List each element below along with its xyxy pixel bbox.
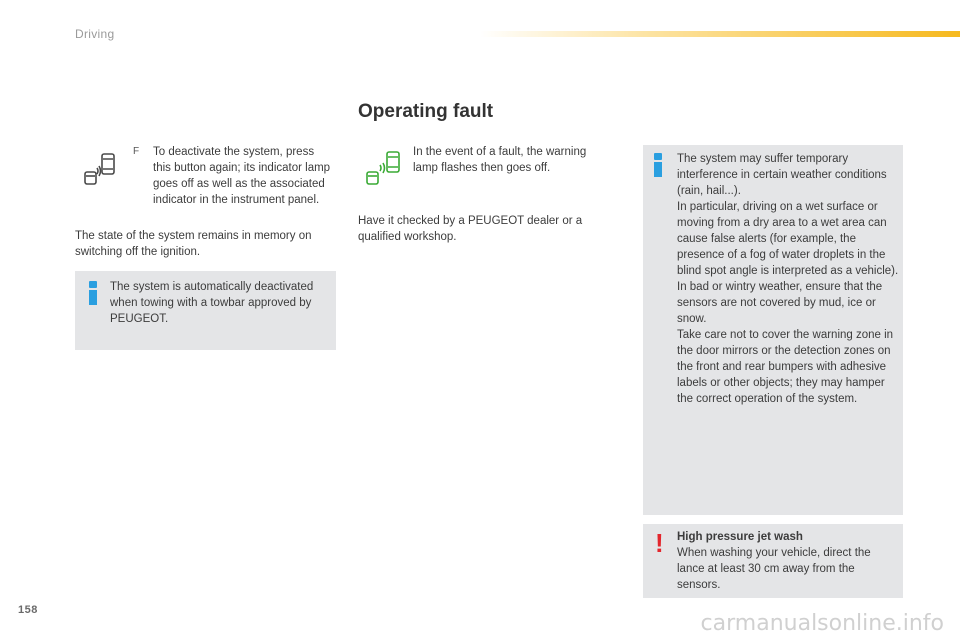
info-icon [88, 281, 98, 305]
step-bullet: F [133, 146, 140, 157]
blind-spot-button-icon [83, 150, 127, 194]
weather-paragraph: In particular, driving on a wet surface or moving from a dry area to a wet area can cause false alerts (for example, the presence of a fog of water droplets in the blind spot angle is interpreted as a vehicle). [677, 201, 899, 277]
page-heading: Operating fault [358, 101, 494, 122]
info-box-towing [75, 271, 336, 350]
page-number: 158 [18, 604, 38, 616]
weather-paragraph: The system may suffer temporary interference in certain weather conditions (rain, hail...). [677, 153, 887, 197]
weather-paragraph: Take care not to cover the warning zone in the door mirrors or the detection zones on the front and rear bumpers with adhesive labels or other objects; they may hamper the correct operation of the system. [677, 329, 894, 405]
fault-text: In the event of a fault, the warning lamp flashes then goes off. [413, 146, 587, 174]
memory-note: The state of the system remains in memory on switching off the ignition. [75, 230, 312, 258]
jet-wash-body: When washing your vehicle, direct the lance at least 30 cm away from the sensors. [677, 547, 871, 591]
jet-wash-text [677, 529, 899, 593]
jet-wash-title: High pressure jet wash [677, 531, 803, 543]
header-bar [480, 31, 960, 37]
info-icon [653, 153, 663, 177]
warning-icon: ! [655, 528, 664, 558]
section-title: Driving [75, 27, 115, 41]
watermark: carmanualsonline.info [700, 611, 944, 636]
info-text-towing: The system is automatically deactivated when towing with a towbar approved by PEUGEOT. [110, 281, 314, 325]
warning-lamp-icon [365, 150, 409, 194]
weather-info-text [677, 151, 899, 407]
weather-paragraph: In bad or wintry weather, ensure that the sensors are not covered by mud, ice or snow. [677, 281, 883, 325]
dealer-text: Have it checked by a PEUGEOT dealer or a qualified workshop. [358, 215, 583, 243]
info-box-weather [643, 145, 903, 515]
step-text: To deactivate the system, press this button again; its indicator lamp goes off as well as the associated indicator in the instrument panel. [153, 146, 331, 206]
warning-box-jet-wash [643, 524, 903, 598]
